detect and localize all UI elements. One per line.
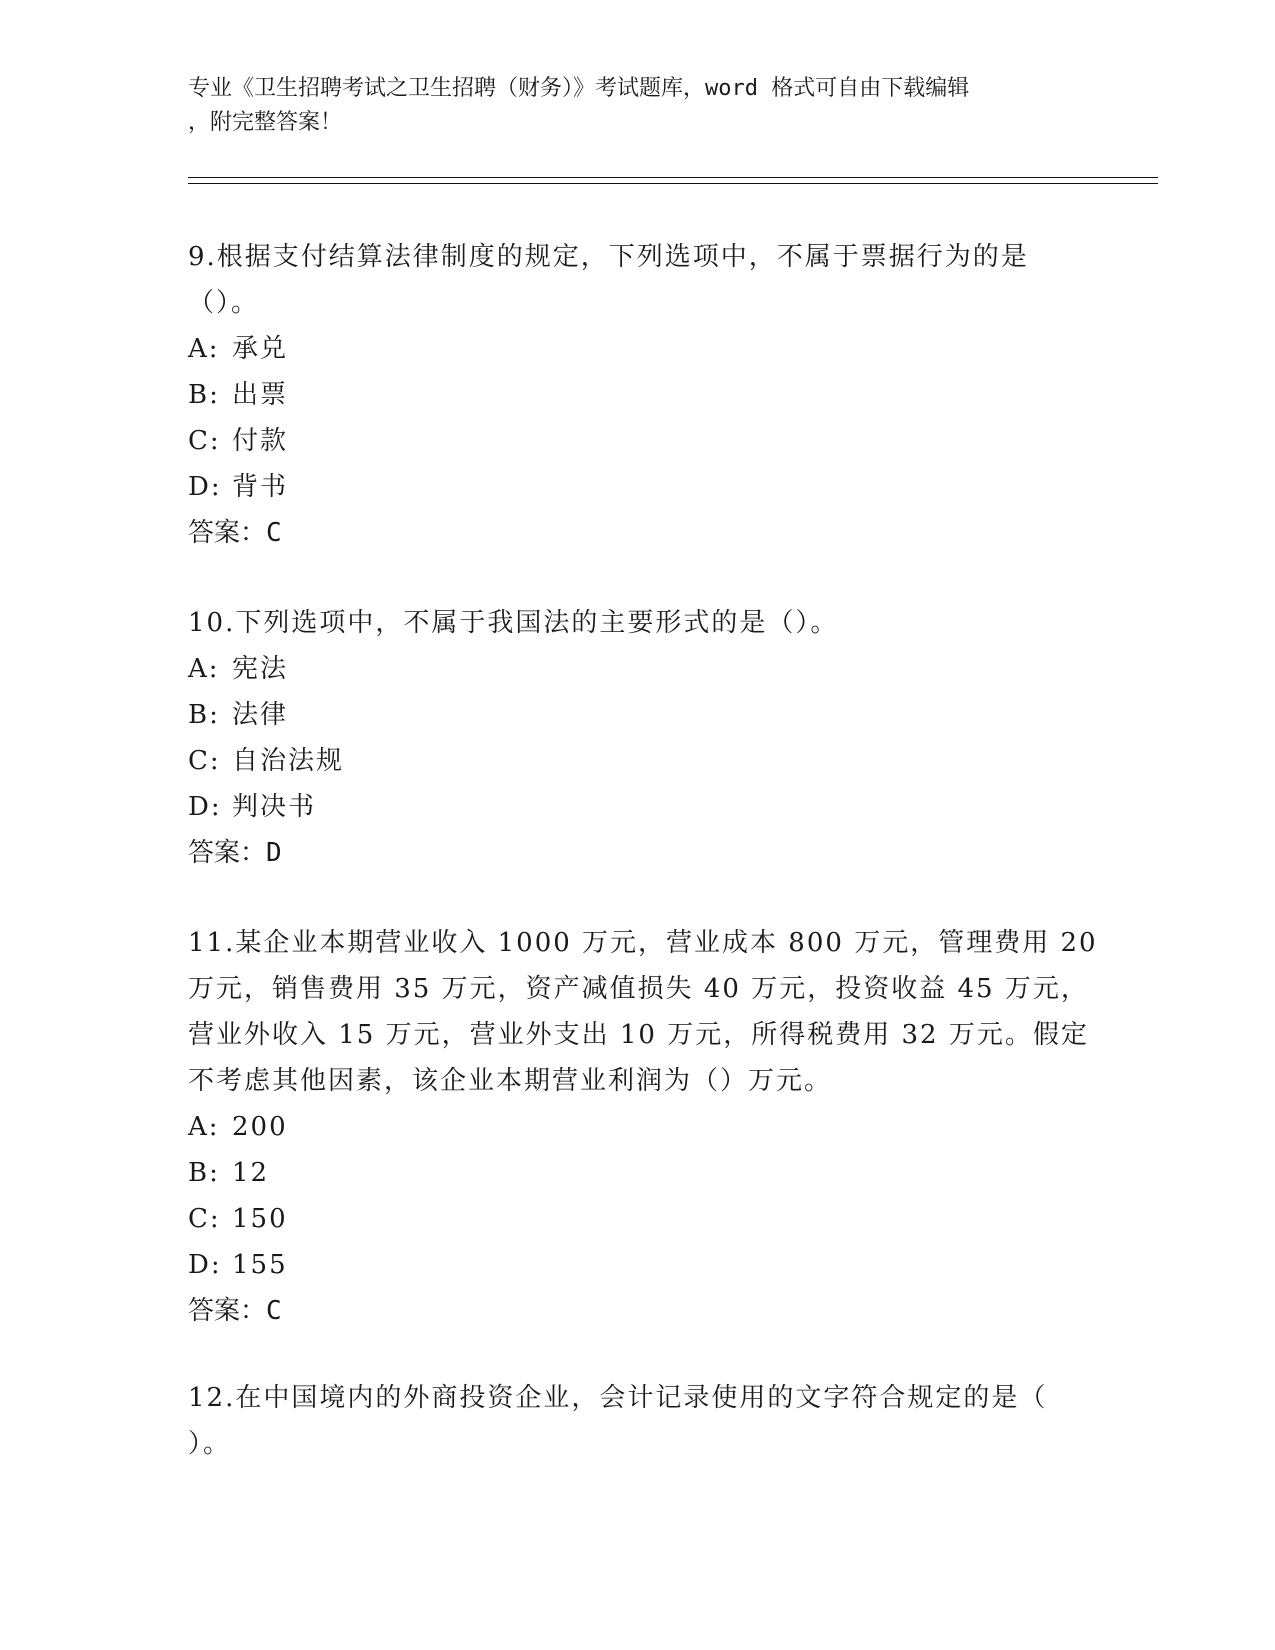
option-text: 155 (232, 1250, 288, 1280)
option-text: 宪法 (232, 654, 289, 684)
option-c (188, 418, 1088, 464)
question-stem (188, 600, 1088, 646)
question-stem (188, 920, 1098, 1104)
header-divider-bottom (188, 183, 1158, 184)
option-a (188, 646, 1088, 692)
option-text: 200 (232, 1112, 288, 1142)
question-11 (188, 920, 1098, 1334)
stem-line: ）。 (188, 1429, 232, 1459)
option-key: D: (188, 472, 222, 502)
option-key: D: (188, 1250, 222, 1280)
question-10 (188, 600, 1088, 876)
option-key: A: (188, 1112, 220, 1142)
option-text: 法律 (232, 700, 289, 730)
question-stem (188, 234, 1088, 326)
option-c (188, 738, 1088, 784)
stem-line: 万元，销售费用 35 万元，资产减值损失 40 万元，投资收益 45 万元， (188, 974, 1089, 1004)
option-b (188, 372, 1088, 418)
question-9 (188, 234, 1088, 556)
header-divider-top (188, 177, 1158, 178)
option-text: 出票 (232, 380, 289, 410)
option-b (188, 692, 1088, 738)
option-text: 自治法规 (232, 746, 345, 776)
stem-line: 12.在中国境内的外商投资企业，会计记录使用的文字符合规定的是（ (188, 1383, 1048, 1413)
option-text: 12 (232, 1158, 270, 1188)
option-key: C: (188, 426, 221, 456)
answer-label: 答案：D (188, 838, 282, 868)
option-key: C: (188, 1204, 221, 1234)
option-d (188, 784, 1088, 830)
option-key: B: (188, 380, 220, 410)
stem-line: 9.根据支付结算法律制度的规定，下列选项中，不属于票据行为的是 (188, 242, 1029, 272)
option-a (188, 326, 1088, 372)
question-stem (188, 1375, 1088, 1467)
option-d (188, 1242, 1088, 1288)
option-d (188, 464, 1088, 510)
header-line-1: 专业《卫生招聘考试之卫生招聘（财务）》考试题库，word 格式可自由下载编辑 (188, 76, 970, 101)
stem-line: 不考虑其他因素，该企业本期营业利润为（）万元。 (188, 1066, 833, 1096)
option-key: D: (188, 792, 222, 822)
question-12 (188, 1375, 1088, 1467)
document-header (188, 72, 1088, 140)
option-key: A: (188, 334, 220, 364)
option-a (188, 1104, 1088, 1150)
answer-label: 答案：C (188, 1296, 282, 1326)
option-key: A: (188, 654, 220, 684)
option-key: C: (188, 746, 221, 776)
option-c (188, 1196, 1088, 1242)
stem-line: 10.下列选项中，不属于我国法的主要形式的是（）。 (188, 608, 839, 638)
option-key: B: (188, 700, 220, 730)
option-key: B: (188, 1158, 220, 1188)
option-text: 判决书 (232, 792, 317, 822)
stem-line: 营业外收入 15 万元，营业外支出 10 万元，所得税费用 32 万元。假定 (188, 1020, 1089, 1050)
stem-line: （）。 (188, 288, 260, 318)
option-b (188, 1150, 1088, 1196)
header-line-2: ，附完整答案！ (188, 110, 343, 135)
option-text: 150 (232, 1204, 288, 1234)
stem-line: 11.某企业本期营业收入 1000 万元，营业成本 800 万元，管理费用 20 (188, 928, 1098, 958)
answer-label: 答案：C (188, 518, 282, 548)
option-text: 背书 (232, 472, 289, 502)
option-text: 承兑 (232, 334, 289, 364)
option-text: 付款 (232, 426, 289, 456)
